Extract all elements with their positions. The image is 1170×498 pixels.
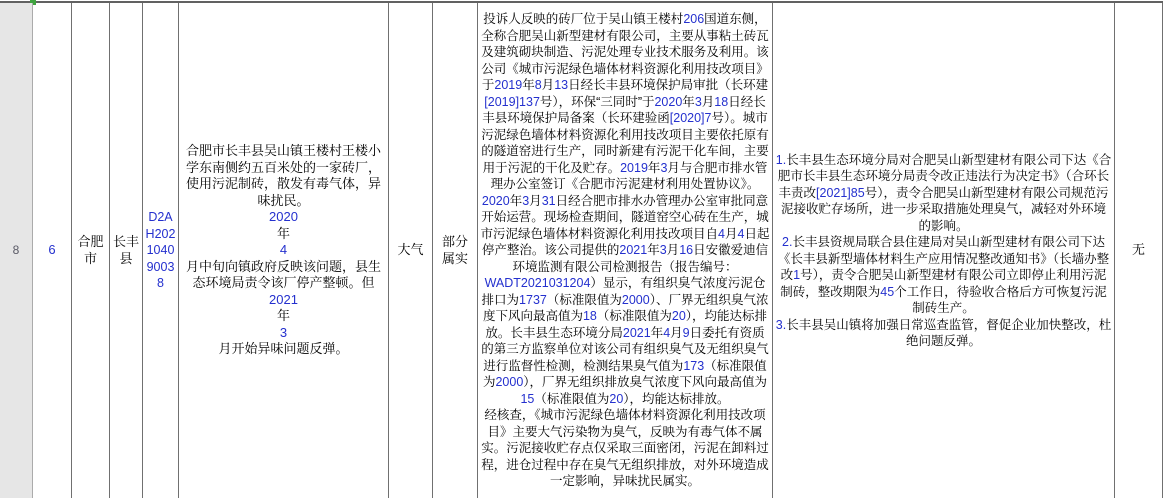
investigation-paragraph: 投诉人反映的砖厂位于吴山镇王楼村206国道东侧，全称合肥吴山新型建材有限公司，主要从事粘土砖瓦及建筑砌块制造、污泥处理专业技术服务及利用。该公司《城市污泥绿色墙体材料资源化利用技改项目》于2019年8月13日经长丰县环境保护局审批（长环建[2019]137号），环保“三同时”于2020年3月18日经长丰县环境保护局备案（长环建验函[2020]7号）。城市污泥绿色墙体材料资源化利用技改项目主要依托原有的隧道窑进行生产，同时新建有污泥干化车间，主要用于污泥的干化及贮存。2019年3月与合肥市排水管理办公室签订《合肥市污泥建材利用处置协议》。2020年3月31日经合肥市排水办管理办公室审批同意开始运营。现场检查期间，隧道窑空心砖在生产，城市污泥绿色墙体材料资源化利用技改项目自4月4日起停产整治。该公司提供的2021年3月16日安徽爱迪信环境监测有限公司检测报告（报告编号：WADT2021031204）显示，有组织臭气浓度污泥仓排口为1737（标准限值为2000）、厂界无组织臭气浓度下风向最高值为18（标准限值为20），均能达标排放。长丰县生态环境分局2021年4月9日委托有资质的第三方监察单位对该公司有组织臭气及无组织臭气进行监督性检测，检测结果臭气值为173（标准限值为2000），厂界无组织排放臭气浓度下风向最高值为15（标准限值为20），均能达标排放。 — [480, 12, 770, 406]
handling-item-3: 3.长丰县吴山镇将加强日常巡查监管，督促企业加快整改，杜绝问题反弹。 — [775, 317, 1112, 348]
cell-city[interactable]: 合肥市 — [72, 3, 110, 498]
investigation-conclusion: 经核查，《城市污泥绿色墙体材料资源化利用技改项目》主要大气污染物为臭气，反映为有毒气体不属实。污泥接收贮存点仅采取三面密闭，污泥在卸料过程，进仓过程中存在臭气无组织排放，对外环境造成一定影响，异味扰民属实。 — [481, 408, 769, 489]
cell-case-code[interactable]: D2AH202104090038 — [143, 3, 179, 498]
cell-county[interactable]: 长丰县 — [110, 3, 143, 498]
cell-pollution-category[interactable]: 大气 — [389, 3, 433, 498]
cell-investigation[interactable] — [478, 3, 773, 498]
handling-item-2: 2.长丰县资规局联合县住建局对吴山新型建材有限公司下达《长丰县新型墙体材料生产应用情况整改通知书》（长墙办整改1号），责令合肥吴山新型建材有限公司立即停止利用污泥制砖，整改期限为45个工作日，待验收合格后方可恢复污泥制砖生产。 — [777, 235, 1110, 315]
cell-verify-result[interactable]: 部分属实 — [433, 3, 478, 498]
cell-handling-measures[interactable] — [773, 3, 1115, 498]
cell-complaint-text[interactable]: 合肥市长丰县吴山镇王楼村王楼小学东南侧约五百米处的一家砖厂，使用污泥制砖，散发有毒气体，异味扰民。 2020 年 4 月中旬向镇政府反映该问题，县生态环境局责令该厂停产整顿。但 2021 年 3 月开始异味问题反弹。 — [179, 3, 389, 498]
cell-seq-number[interactable]: 6 — [33, 3, 72, 498]
row-number-header[interactable] — [0, 3, 33, 498]
table-row — [0, 3, 1163, 498]
handling-item-1: 1.长丰县生态环境分局对合肥吴山新型建材有限公司下达《合肥市长丰县生态环境分局责令改正违法行为决定书》（合环长丰责改[2021]85号），责令合肥吴山新型建材有限公司规范污泥接收贮存场所，进一步采取措施处理臭气，减轻对外环境的影响。 — [775, 152, 1112, 233]
cell-accountability[interactable]: 无 — [1115, 3, 1163, 498]
row-number: 8 — [12, 243, 20, 258]
